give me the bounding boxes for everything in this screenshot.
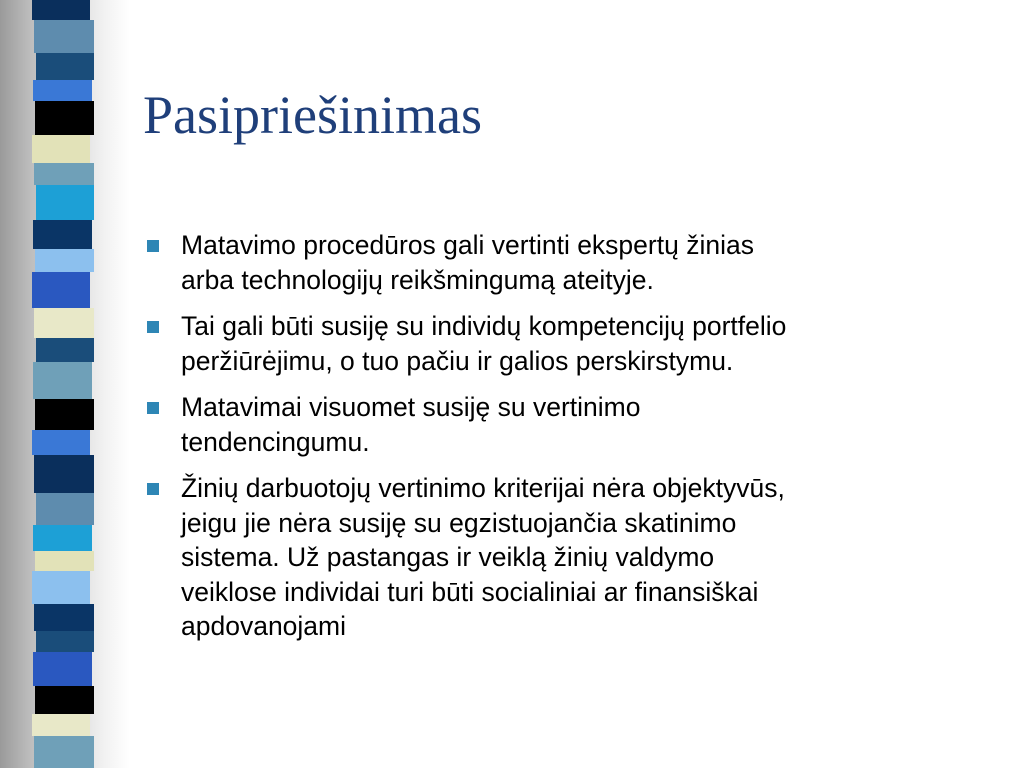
stripe-block — [36, 493, 94, 525]
bullet-line: Žinių darbuotojų vertinimo kriterijai nėra objektyvūs, — [181, 473, 785, 503]
stripe-block — [34, 163, 94, 185]
slide-title: Pasipriešinimas — [143, 85, 482, 145]
bullet-list — [145, 228, 1005, 656]
stripe-block — [33, 80, 92, 101]
stripe-block — [32, 272, 90, 308]
bullet-line: arba technologijų reikšmingumą ateityje. — [181, 264, 654, 295]
bullet-line: Matavimo procedūros gali vertinti ekspertų žinias — [181, 230, 754, 260]
bullet-line: sistema. Už pastangas ir veiklą žinių valdymo — [181, 542, 715, 572]
stripe-block — [36, 338, 94, 362]
stripe-block — [35, 399, 94, 430]
stripe-block — [32, 135, 90, 163]
stripe-block — [33, 362, 92, 399]
stripe-block — [34, 20, 94, 53]
bullet-line: Tai gali būti susiję su individų kompetencijų portfelio — [181, 311, 787, 341]
square-bullet-icon — [147, 483, 159, 495]
stripe-block — [34, 736, 94, 768]
stripe-block — [35, 686, 94, 714]
stripe-block — [32, 714, 90, 736]
bullet-item — [145, 309, 1005, 378]
stripe-block — [34, 604, 94, 631]
stripe-block — [33, 220, 92, 249]
square-bullet-icon — [147, 321, 159, 333]
stripe-block — [34, 455, 94, 493]
stripe-block — [36, 185, 94, 220]
stripe-block — [35, 551, 94, 571]
bullet-line: peržiūrėjimu, o tuo pačiu ir galios perskirstymu. — [181, 345, 734, 376]
bullet-item — [145, 390, 1005, 459]
stripe-block — [36, 53, 94, 80]
bullet-line: Matavimai visuomet susiję su vertinimo — [181, 392, 641, 422]
bullet-line: tendencingumu. — [181, 426, 370, 457]
stripe-block — [33, 525, 92, 551]
square-bullet-icon — [147, 240, 159, 252]
stripe-block — [34, 308, 94, 338]
bullet-line: veiklose individai turi būti socialiniai ar finansiškai — [181, 576, 759, 607]
stripe-block — [35, 101, 94, 135]
decorative-stripe — [34, 0, 96, 768]
stripe-block — [35, 249, 94, 272]
stripe-block — [32, 571, 90, 604]
stripe-block — [32, 0, 90, 20]
square-bullet-icon — [147, 402, 159, 414]
stripe-block — [33, 652, 92, 686]
stripe-block — [36, 631, 94, 652]
stripe-block — [32, 430, 90, 455]
bullet-line: jeigu jie nėra susiję su egzistuojančia skatinimo — [181, 507, 737, 538]
bullet-item — [145, 471, 1005, 644]
bullet-line: apdovanojami — [181, 611, 347, 641]
bullet-item — [145, 228, 1005, 297]
